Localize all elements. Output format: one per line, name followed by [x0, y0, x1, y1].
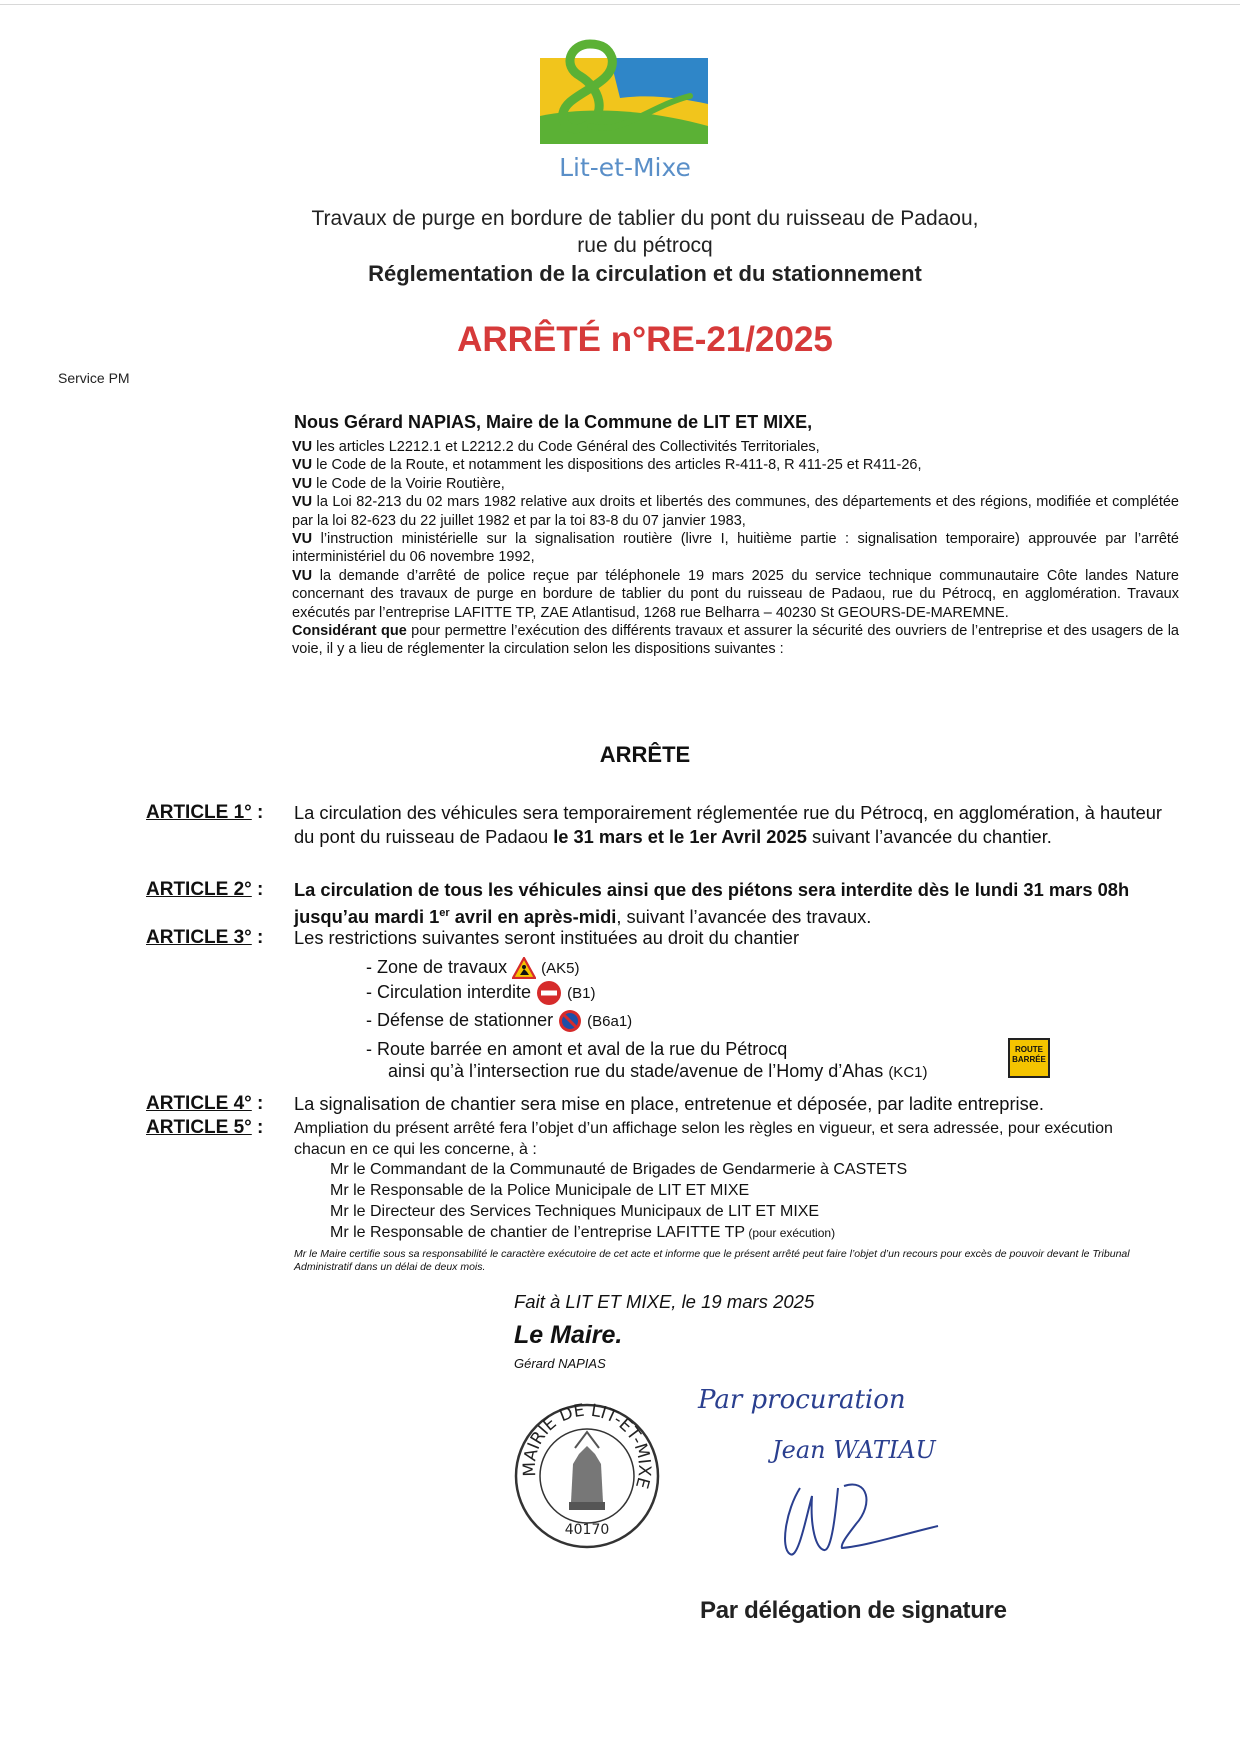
restriction-item: - Zone de travaux (AK5): [366, 956, 579, 980]
signature-procuration: Par procuration: [698, 1385, 906, 1415]
seal-graphic: [513, 1402, 661, 1550]
article-1-text: La circulation des véhicules sera temporairement réglementée rue du Pétrocq, en agglomération, à hauteur du pont du ruisseau de Padaou le 31 mars et le 1er Avril 2025 suivant l’avancée du chantier.: [294, 802, 1162, 847]
vu-item: VU le Code de la Voirie Routière,: [292, 475, 505, 492]
considerant: Considérant que pour permettre l’exécution des différents travaux et assurer la sécurité des ouvriers de l’entreprise et des usagers de la voie, il y a lieu de réglementer la circulation selon les dispositions suivantes :: [292, 623, 1179, 658]
vu-item: VU la demande d’arrêté de police reçue par téléphonele 19 mars 2025 du service technique communautaire Côte landes Nature concernant des travaux de purge en bordure de tablier du pont du ruisseau de Padaou, rue du Pétrocq, en agglomération. Travaux exécutés par l’entreprise LAFITTE TP, ZAE Atlantisud, 1268 rue Belharra – 40230 St GEOURS-DE-MAREMNE.: [292, 567, 1179, 621]
restriction-item: ainsi qu’à l’intersection rue du stade/avenue de l’Homy d’Ahas (KC1): [388, 1061, 928, 1081]
mayor-statement: Nous Gérard NAPIAS, Maire de la Commune de LIT ET MIXE,: [294, 412, 813, 432]
place-date: Fait à LIT ET MIXE, le 19 mars 2025: [514, 1291, 815, 1312]
article-4-label: ARTICLE 4° :: [146, 1093, 264, 1114]
article-3-label: ARTICLE 3° :: [146, 927, 264, 948]
title-line-1: Travaux de purge en bordure de tablier du pont du ruisseau de Padaou,: [311, 207, 979, 230]
recipient-item: Mr le Directeur des Services Techniques Municipaux de LIT ET MIXE: [330, 1203, 820, 1220]
vu-item: VU la Loi 82-213 du 02 mars 1982 relative aux droits et libertés des communes, des départements et des régions, modifiée et complétée par la loi 82-623 du 22 juillet 1982 et par la toi 83-8 du 07 janvier 1983,: [292, 494, 1179, 529]
title-line-3: Réglementation de la circulation et du stationnement: [368, 261, 922, 286]
restriction-item: - Route barrée en amont et aval de la rue du Pétrocq: [366, 1039, 788, 1059]
road-closed-sign-icon: ROUTE BARRÉE: [1008, 1038, 1050, 1078]
seal-code: 40170: [564, 1522, 610, 1538]
article-2-text: La circulation de tous les véhicules ainsi que des piétons sera interdite dès le lundi 31 mars 08h jusqu’au mardi 1er avril en après-midi, suivant l’avancée des travaux.: [294, 879, 1130, 927]
preamble-body: [292, 438, 1179, 659]
decree-number: ARRÊTÉ n°RE-21/2025: [457, 320, 833, 359]
scan-border: [0, 4, 1240, 5]
signatory-name: Gérard NAPIAS: [514, 1356, 606, 1371]
service-label: Service PM: [58, 370, 130, 386]
signature-graphic: [690, 1378, 1010, 1568]
commune-logo: [530, 36, 730, 184]
seal-text: MAIRIE DE LIT-ET-MIXE: [519, 1402, 655, 1491]
delegation-note: Par délégation de signature: [700, 1597, 1007, 1624]
vu-item: VU les articles L2212.1 et L2212.2 du Code Général des Collectivités Territoriales,: [292, 439, 820, 455]
article-4-text: La signalisation de chantier sera mise en place, entretenue et déposée, par ladite entreprise.: [294, 1093, 1045, 1114]
article-5-label: ARTICLE 5° :: [146, 1117, 264, 1138]
official-seal: [513, 1402, 661, 1550]
recipient-item: Mr le Commandant de la Communauté de Brigades de Gendarmerie à CASTETS: [330, 1161, 908, 1178]
signature-signatory: Jean WATIAU: [772, 1436, 936, 1464]
legal-notice: Mr le Maire certifie sous sa responsabilité le caractère exécutoire de cet acte et informe que le présent arrêté peut faire l’objet d’un recours pour excès de pouvoir devant le Tribunal Administratif dans un délai de deux mois.: [294, 1248, 1130, 1273]
signatory-title: Le Maire.: [514, 1321, 623, 1349]
recipient-item: Mr le Responsable de chantier de l’entreprise LAFITTE TP (pour exécution): [330, 1224, 836, 1241]
vu-item: VU le Code de la Route, et notamment les dispositions des articles R-411-8, R 411-25 et R411-26,: [292, 457, 922, 474]
title-line-2: rue du pétrocq: [577, 234, 713, 257]
recipient-item: Mr le Responsable de la Police Municipale de LIT ET MIXE: [330, 1182, 750, 1199]
article-5-text: Ampliation du présent arrêté fera l’objet d’un affichage selon les règles en vigueur, et sera adressée, pour exécution chacun en ce qui les concerne, à :: [294, 1120, 1113, 1158]
vu-item: VU l’instruction ministérielle sur la signalisation routière (livre I, huitième partie : signalisation temporaire) approuvée par l’arrêté interministériel du 06 novembre 1992,: [292, 531, 1179, 566]
article-2-label: ARTICLE 2° :: [146, 879, 264, 900]
no-entry-sign-icon: [536, 980, 562, 1006]
article-3-text: Les restrictions suivantes seront instituées au droit du chantier: [294, 927, 800, 948]
restriction-item: - Défense de stationner (B6a1): [366, 1009, 632, 1033]
no-parking-sign-icon: [558, 1009, 582, 1033]
logo-text: Lit-et-Mixe: [559, 153, 691, 182]
restriction-item: - Circulation interdite (B1): [366, 980, 595, 1006]
decree-heading: ARRÊTE: [599, 742, 691, 767]
logo-graphic: [530, 36, 730, 184]
article-1-label: ARTICLE 1° :: [146, 802, 264, 823]
handwritten-signature: [690, 1378, 1010, 1568]
roadworks-sign-icon: [512, 957, 536, 979]
